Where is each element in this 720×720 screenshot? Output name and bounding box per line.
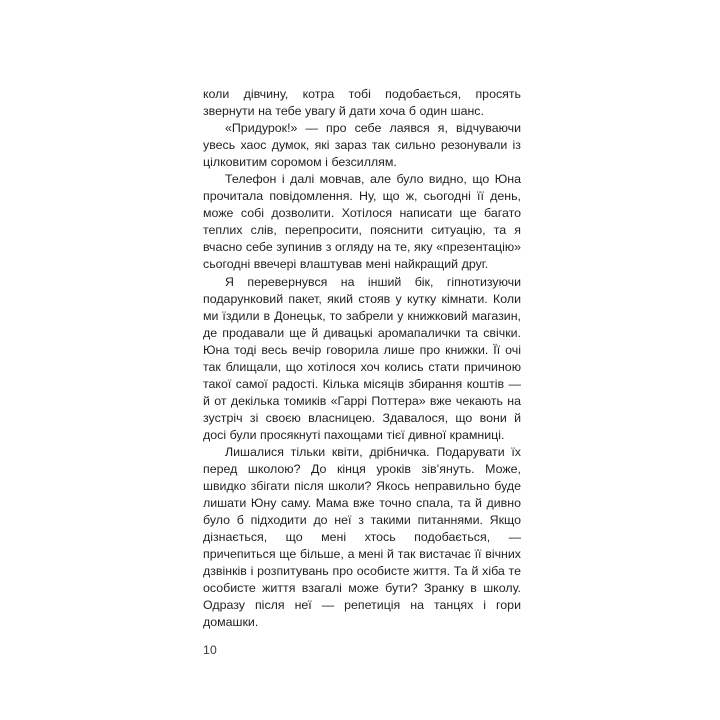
page-number: 10 xyxy=(203,643,217,657)
paragraph: Телефон і далі мовчав, але було видно, що Юна прочитала повідомлення. Ну, що ж, сьогодні її день, може собі дозволити. Хотілося написати ще багато теплих слів, перепросити, пояснити ситуацію, та я вчасно себе зупинив з огляду на те, яку «презентацію» сьогодні ввечері влаштував мені найкращий друг. xyxy=(203,172,521,272)
paragraph: Лишалися тільки квіти, дрібничка. Подарувати їх перед школою? До кінця уроків зів’януть. Може, швидко збігати після школи? Якось неправильно буде лишати Юну саму. Мама вже точно спала, та й дивно було б підходити до неї з такими питаннями. Якщо дізнається, що мені хтось подобається, — причепиться ще більше, а мені й так вистачає її вічних дзвінків і розпитувань про особисте життя. Та й хіба те особисте життя взагалі може бути? Зранку в школу. Одразу після неї — репетиція на танцях і гори домашки. xyxy=(203,444,521,630)
paragraph: коли дівчину, котра тобі подобається, просять звернути на тебе увагу й дати хоча б один шанс. xyxy=(203,87,521,119)
paragraph: Я перевернувся на інший бік, гіпнотизуючи подарунковий пакет, який стояв у кутку кімнати. Коли ми їздили в Донецьк, то забрели у книжковий магазин, де продавали ще й дивацькі аромапалички та свічки. Юна тоді весь вечір говорила лише про книжки. Її очі так блищали, що хотілося хоч колись стати причиною такої самої радості. Кілька місяців збирання коштів — й от декілька томиків «Гаррі Поттера» вже чекають на зустріч зі своєю власницею. Здавалося, що вони й досі були просякнуті пахощами тієї дивної крамниці. xyxy=(203,274,521,442)
paragraph: «Придурок!» — про себе лаявся я, відчуваючи увесь хаос думок, які зараз так сильно резонували із цілковитим соромом і безсиллям. xyxy=(203,121,521,170)
body-text-column xyxy=(203,86,521,632)
